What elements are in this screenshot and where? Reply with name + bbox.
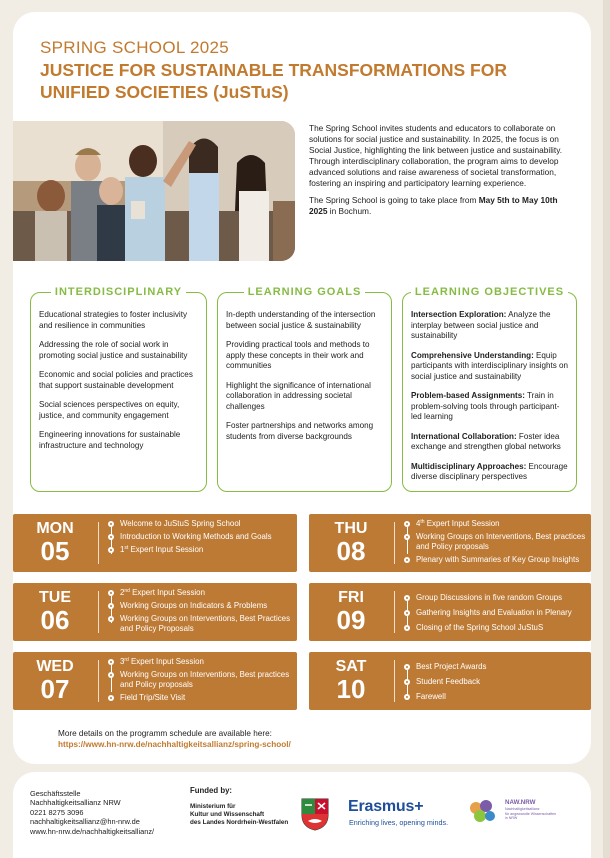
list-item: Multidisciplinary Approaches: Encourage diverse disciplinary perspectives [411,461,568,481]
students-photo [13,121,295,261]
day-date: 09 [336,605,366,635]
day-date: 08 [336,536,366,566]
divider [98,522,99,564]
schedule-item: Closing of the Spring School JuStuS [404,623,587,633]
day-friday [309,583,591,641]
schedule-item: Farewell [404,692,587,702]
day-wednesday [13,652,297,710]
day-weekday: TUE [39,589,71,606]
schedule-link[interactable]: https://www.hn-nrw.de/nachhaltigkeitsallianz/spring-school/ [58,740,291,749]
bullet-icon [404,610,410,616]
bullet-icon [404,557,410,563]
naw-sub-line: Nachhaltigkeitsallianz [505,807,540,811]
schedule-item: Welcome to JuStuS Spring School [108,519,293,529]
divider [98,591,99,633]
list-item: Comprehensive Understanding: Equip participants with interdisciplinary insights on social justice and sustainability [411,350,569,381]
website-link[interactable]: www.hn-nrw.de/nachhaltigkeitsallianz/ [30,826,155,836]
list-item: Social sciences perspectives on equity, justice, and community engagement [39,400,180,420]
bullet-icon [108,672,114,678]
more-details-text: More details on the programm schedule are available here: [58,729,272,738]
ministry-name [190,803,288,827]
day-weekday: WED [36,658,74,675]
schedule-item: Plenary with Summaries of Key Group Insights [404,555,587,565]
ministry-line: des Landes Nordrhein-Westfalen [190,819,289,826]
bullet-icon [404,595,410,601]
intro-date-suffix: in Bochum. [327,206,372,216]
bullet-icon [108,603,114,609]
list-item: Highlight the significance of international collaboration in addressing societal challenges [226,380,371,411]
day-date: 10 [336,674,366,704]
list-item: Addressing the role of social work in promoting social justice and sustainability [39,340,188,360]
bullet-icon [108,616,114,622]
day-weekday: SAT [335,658,367,675]
bullet-icon [108,534,114,540]
box-title-goals: LEARNING GOALS [218,286,391,298]
main-title: JUSTICE FOR SUSTAINABLE TRANSFORMATIONS FOR UNIFIED SOCIETIES (JuSTuS) [40,60,507,102]
bullet-icon [404,534,410,540]
schedule-item: Best Project Awards [404,662,587,672]
naw-logo-icon [466,798,500,828]
box-title-interdisciplinary: INTERDISCIPLINARY [31,286,206,298]
list-item: Engineering innovations for sustainable infrastructure and technology [39,430,181,450]
email-link[interactable]: nachhaltigkeitsallianz@hn-nrw.de [30,817,140,827]
ministry-line: Ministerium für [190,803,236,810]
bullet-icon [108,590,114,596]
bullet-icon [404,664,410,670]
erasmus-tagline: Enriching lives, opening minds. [349,818,449,827]
intro-text [309,123,571,223]
office-label: Geschäftsstelle [30,789,81,798]
schedule-item: Working Groups on Indicators & Problems [108,601,293,611]
day-tuesday [13,583,297,641]
intro-paragraph-2 [309,195,571,217]
learning-objectives-box [402,286,577,492]
org-name: Nachhaltigkeitsallianz NRW [30,798,121,808]
day-date: 06 [40,605,70,635]
intro-paragraph-1: The Spring School invites students and educators to collaborate on solutions for social justice and sustainability. In 2025, the focus is on Social Justice, highlighting the link between justice and sustainability. Through interdisciplinary collaboration, the program aims to develop advanced solutions and raise awareness of societal transformation, fostering an inspiring and participatory learning experience. [309,123,563,188]
divider [394,660,395,702]
day-saturday [309,652,591,710]
naw-sub-line: für angewandte Wissenschaften [505,811,557,816]
schedule-item: Working Groups on Interventions, Best practices and Policy proposals [404,532,587,552]
bullet-icon [404,521,410,527]
schedule-item: 1st Expert Input Session [108,545,293,555]
bullet-icon [108,521,114,527]
day-weekday: FRI [338,589,364,606]
box-title-objectives: LEARNING OBJECTIVES [403,286,576,298]
bullet-icon [404,625,410,631]
more-details [58,728,291,750]
naw-sub-line: in NRW [505,816,518,821]
list-item: In-depth understanding of the intersection between social justice & sustainability [226,310,376,330]
subtitle: SPRING SCHOOL 2025 [40,38,230,57]
divider [98,660,99,702]
funded-by-label: Funded by: [190,786,233,795]
schedule-item: Working Groups on Interventions, Best practices and Policy proposals [108,670,293,690]
list-item: Providing practical tools and methods to apply these concepts in their work and communities [226,340,370,370]
schedule-item: 4th Expert Input Session [404,519,587,529]
schedule-item: Student Feedback [404,677,587,687]
naw-logo-text: NAW.NRW [505,799,536,806]
schedule-item: Group Discussions in five random Groups [404,593,587,603]
learning-goals-box [217,286,392,492]
contact-address [30,789,154,836]
bullet-icon [108,695,114,701]
bullet-icon [108,659,114,665]
schedule-item: Introduction to Working Methods and Goals [108,532,293,542]
list-item: Educational strategies to foster inclusivity and resilience in communities [39,310,188,330]
day-weekday: MON [36,520,74,537]
list-item: Economic and social policies and practices that support sustainable development [39,370,193,390]
bullet-icon [404,679,410,685]
day-monday [13,514,297,572]
schedule-item: 2nd Expert Input Session [108,588,293,598]
list-item: International Collaboration: Foster idea exchange and strengthen global networks [411,431,561,451]
divider [394,522,395,564]
schedule-item: Field Trip/Site Visit [108,693,293,703]
intro-date-prefix: The Spring School is going to take place from [309,195,479,205]
bullet-icon [108,547,114,553]
erasmus-logo: Erasmus+ [348,798,424,815]
schedule-item: 3rd Expert Input Session [108,657,293,667]
list-item: Foster partnerships and networks among students from diverse backgrounds [226,421,374,441]
day-thursday [309,514,591,572]
nrw-coat-of-arms-icon [300,797,330,831]
schedule-item: Working Groups on Interventions, Best Practices and Policy Proposals [108,614,293,634]
interdisciplinary-box [30,286,207,492]
naw-subtitle [505,807,556,821]
list-item: Intersection Exploration: Analyze the interplay between social justice and sustainability [411,310,551,340]
day-weekday: THU [334,520,368,537]
day-date: 05 [40,536,70,566]
page-edge [603,0,610,858]
divider [394,591,395,633]
intro-dates: May 5th to May 10th 2025 [309,195,558,216]
list-item: Problem-based Assignments: Train in problem-solving tools through participant-led learning [411,391,560,421]
phone: 0221 8275 3096 [30,807,84,817]
schedule-item: Gathering Insights and Evaluation in Plenary [404,608,587,618]
day-date: 07 [40,674,70,704]
bullet-icon [404,694,410,700]
ministry-line: Kultur und Wissenschaft [190,811,265,818]
